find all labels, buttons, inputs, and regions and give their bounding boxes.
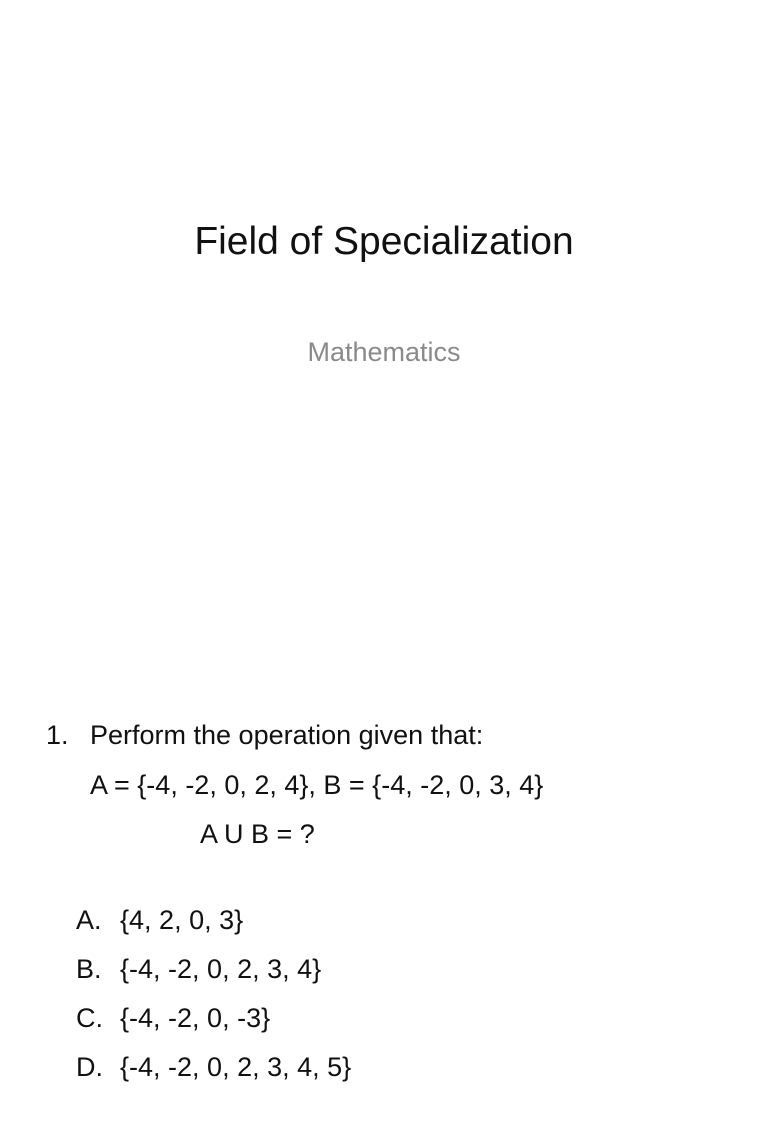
question-sets: A = {-4, -2, 0, 2, 4}, B = {-4, -2, 0, 3, 4} — [90, 770, 544, 800]
choice-text: {-4, -2, 0, 2, 3, 4} — [120, 954, 322, 984]
choice-text: {-4, -2, 0, 2, 3, 4, 5} — [120, 1052, 352, 1082]
question-operation: A U B = ? — [200, 819, 315, 849]
choice-letter: D. — [76, 1052, 104, 1082]
question-number: 1. — [46, 720, 69, 750]
choice-text: {-4, -2, 0, -3} — [120, 1003, 271, 1033]
slide-subtitle: Mathematics — [307, 337, 461, 367]
choice-d — [46, 1013, 351, 1121]
question-text: Perform the operation given that: — [90, 720, 484, 750]
choice-letter: A. — [76, 905, 102, 935]
choice-text: {4, 2, 0, 3} — [120, 905, 244, 935]
question-slide — [0, 576, 768, 1082]
slide-title: Field of Specialization — [194, 220, 574, 263]
choice-letter: C. — [76, 1003, 104, 1033]
choice-letter: B. — [76, 954, 102, 984]
